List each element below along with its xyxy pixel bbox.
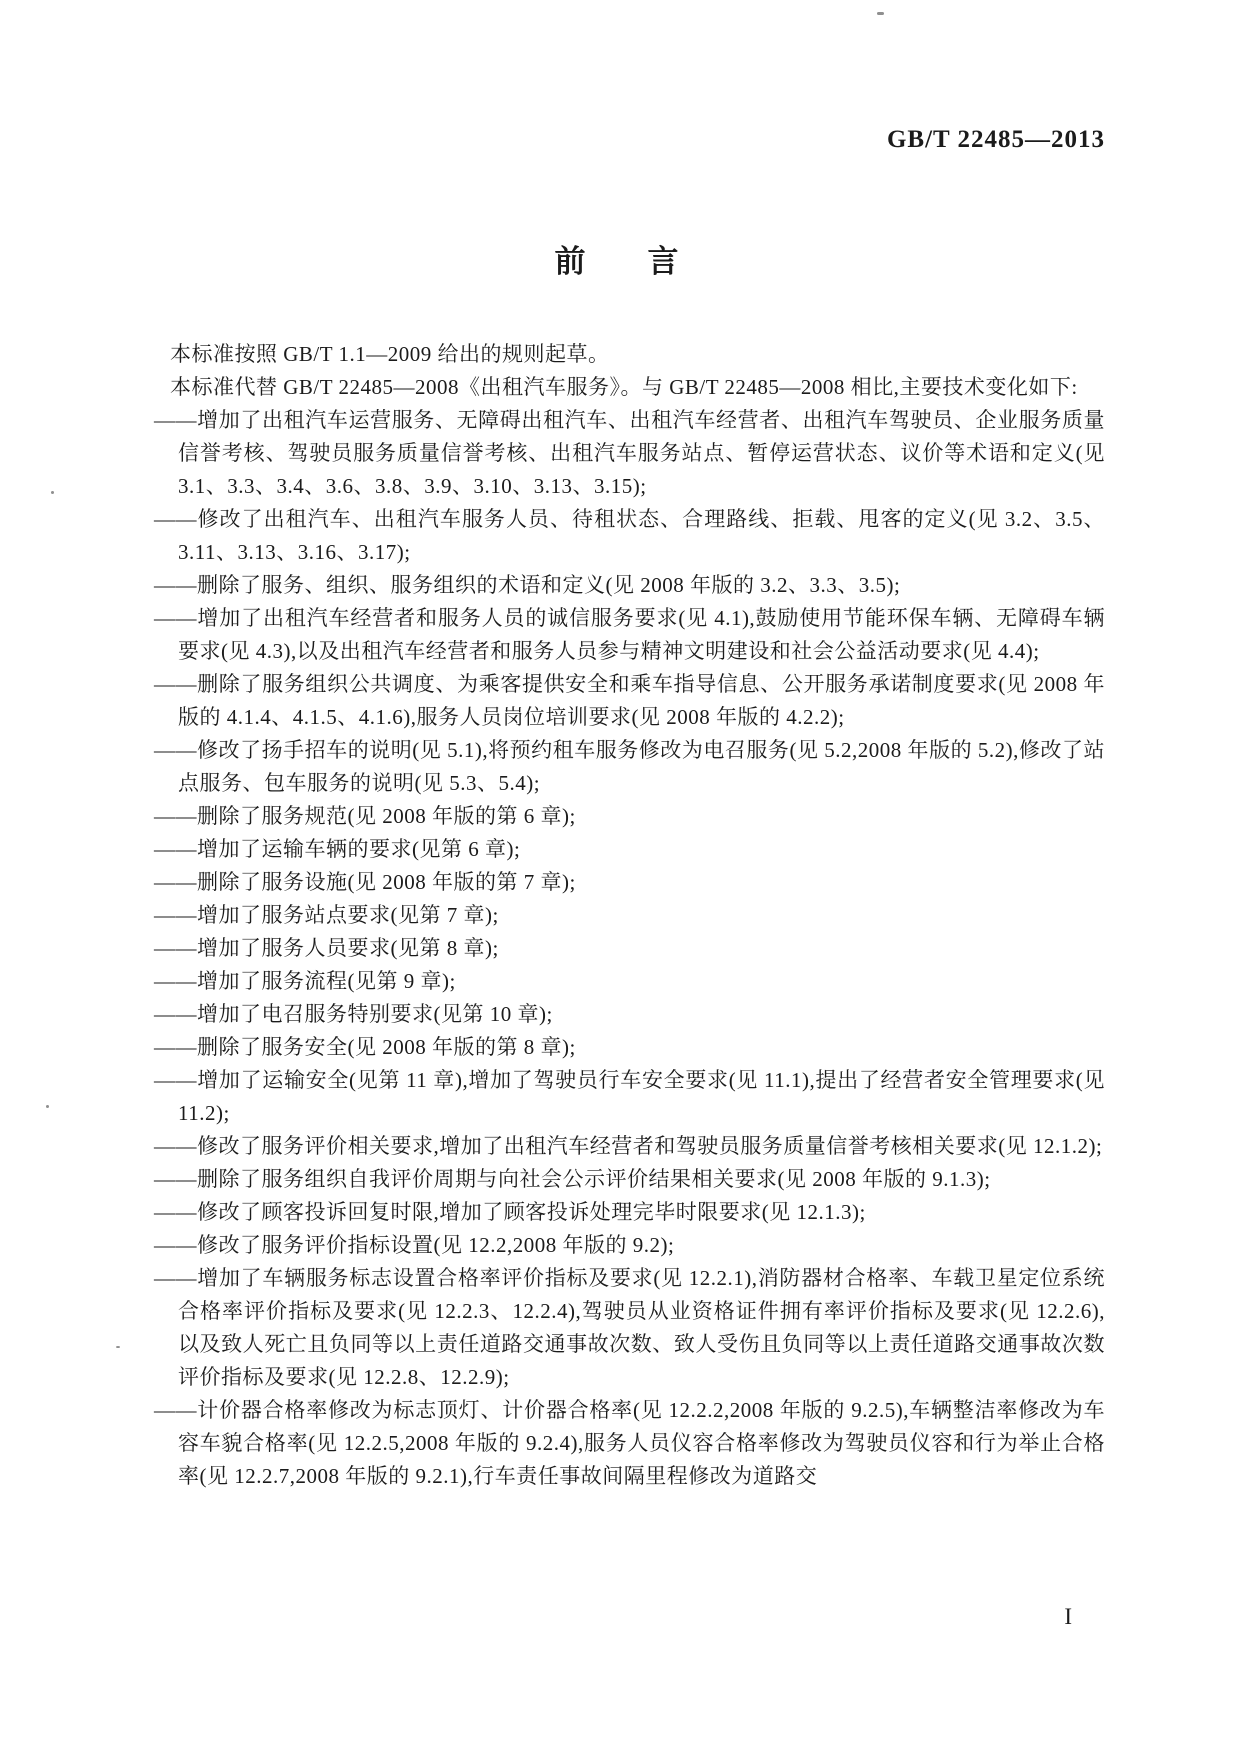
change-item: ——增加了服务流程(见第 9 章); — [154, 969, 456, 993]
page-number: I — [1064, 1604, 1072, 1629]
change-item: ——删除了服务组织公共调度、为乘客提供安全和乘车指导信息、公开服务承诺制度要求(见 2008 年版的 4.1.4、4.1.5、4.1.6),服务人员岗位培训要求(见 2008 年版的 4.2.2); — [154, 672, 1105, 729]
change-item: ——修改了服务评价指标设置(见 12.2,2008 年版的 9.2); — [154, 1233, 675, 1257]
change-item: ——删除了服务、组织、服务组织的术语和定义(见 2008 年版的 3.2、3.3、3.5); — [154, 573, 901, 597]
intro-paragraph: 本标准按照 GB/T 1.1—2009 给出的规则起草。 — [170, 342, 610, 366]
change-item: ——修改了出租汽车、出租汽车服务人员、待租状态、合理路线、拒载、甩客的定义(见 3.2、3.5、3.11、3.13、3.16、3.17); — [154, 507, 1105, 564]
foreword-body — [128, 338, 1105, 1493]
intro-paragraphs — [128, 338, 1105, 404]
change-list — [128, 404, 1105, 1493]
change-item: ——计价器合格率修改为标志顶灯、计价器合格率(见 12.2.2,2008 年版的 9.2.5),车辆整洁率修改为车容车貌合格率(见 12.2.5,2008 年版的 9.2.4),服务人员仪容合格率修改为驾驶员仪容和行为举止合格率(见 12.2.7,2008 年版的 9.2.1),行车责任事故间隔里程修改为道路交 — [154, 1398, 1105, 1488]
change-item: ——增加了服务站点要求(见第 7 章); — [154, 903, 499, 927]
change-item: ——删除了服务规范(见 2008 年版的第 6 章); — [154, 804, 576, 828]
change-item: ——增加了运输安全(见第 11 章),增加了驾驶员行车安全要求(见 11.1),提出了经营者安全管理要求(见 11.2); — [154, 1068, 1105, 1125]
change-item: ——增加了出租汽车运营服务、无障碍出租汽车、出租汽车经营者、出租汽车驾驶员、企业服务质量信誉考核、驾驶员服务质量信誉考核、出租汽车服务站点、暂停运营状态、议价等术语和定义(见 3.1、3.3、3.4、3.6、3.8、3.9、3.10、3.13、3.15); — [154, 408, 1105, 498]
change-item: ——增加了服务人员要求(见第 8 章); — [154, 936, 499, 960]
page-title: 前 言 — [554, 244, 679, 279]
standard-code: GB/T 22485—2013 — [886, 126, 1105, 153]
change-item: ——修改了扬手招车的说明(见 5.1),将预约租车服务修改为电召服务(见 5.2,2008 年版的 5.2),修改了站点服务、包车服务的说明(见 5.3、5.4); — [154, 738, 1105, 795]
change-item: ——修改了服务评价相关要求,增加了出租汽车经营者和驾驶员服务质量信誉考核相关要求(见 12.1.2); — [154, 1134, 1103, 1158]
change-item: ——增加了运输车辆的要求(见第 6 章); — [154, 837, 521, 861]
intro-paragraph: 本标准代替 GB/T 22485—2008《出租汽车服务》。与 GB/T 22485—2008 相比,主要技术变化如下: — [170, 375, 1078, 399]
change-item: ——增加了出租汽车经营者和服务人员的诚信服务要求(见 4.1),鼓励使用节能环保车辆、无障碍车辆要求(见 4.3),以及出租汽车经营者和服务人员参与精神文明建设和社会公益活动要求(见 4.4); — [154, 606, 1105, 663]
change-item: ——删除了服务组织自我评价周期与向社会公示评价结果相关要求(见 2008 年版的 9.1.3); — [154, 1167, 991, 1191]
scan-speck — [877, 12, 884, 15]
change-item: ——修改了顾客投诉回复时限,增加了顾客投诉处理完毕时限要求(见 12.1.3); — [154, 1200, 866, 1224]
change-item: ——增加了车辆服务标志设置合格率评价指标及要求(见 12.2.1),消防器材合格率、车载卫星定位系统合格率评价指标及要求(见 12.2.3、12.2.4),驾驶员从业资格证件拥有率评价指标及要求(见 12.2.6),以及致人死亡且负同等以上责任道路交通事故次数、致人受伤且负同等以上责任道路交通事故次数评价指标及要求(见 12.2.8、12.2.9); — [154, 1266, 1105, 1389]
scan-speck — [46, 1105, 49, 1108]
scan-speck — [51, 491, 54, 494]
change-item: ——增加了电召服务特别要求(见第 10 章); — [154, 1002, 553, 1026]
change-item: ——删除了服务安全(见 2008 年版的第 8 章); — [154, 1035, 576, 1059]
change-item: ——删除了服务设施(见 2008 年版的第 7 章); — [154, 870, 576, 894]
scan-speck — [116, 1346, 120, 1348]
